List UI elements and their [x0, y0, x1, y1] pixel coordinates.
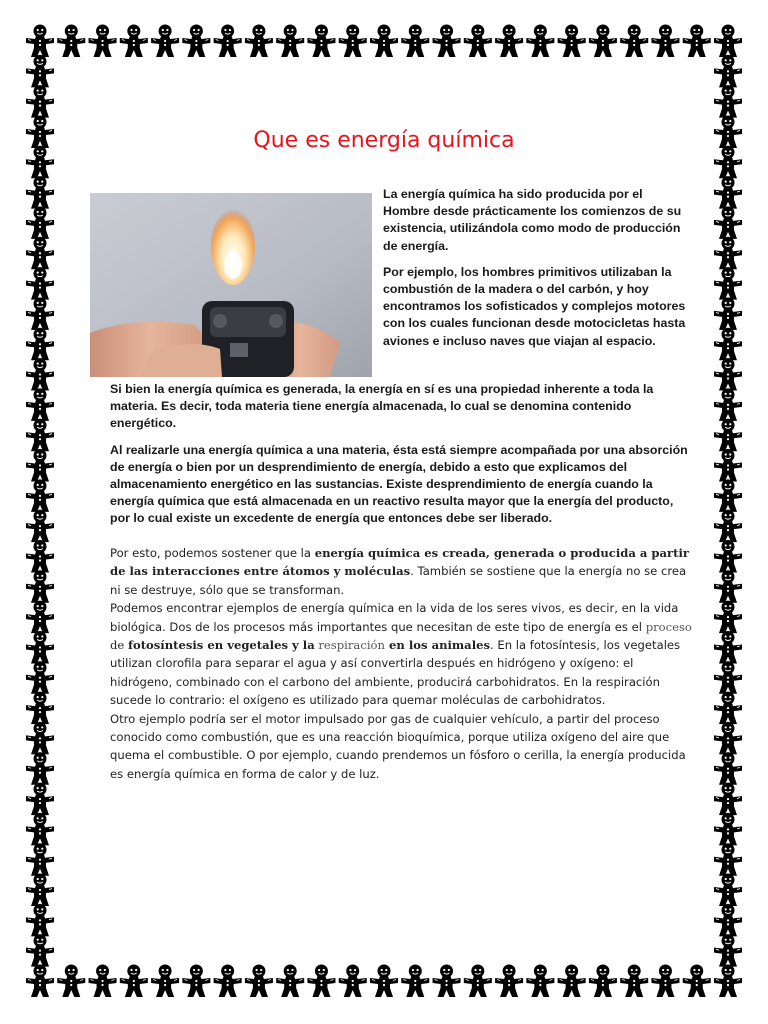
- mid-paragraph-2: Al realizarle una energía química a una materia, ésta está siempre acompañada por una absorción de energía o bien por un desprendimiento de energía, debido a esto que explicamos del almacenamiento energético en las sustancias. Existe desprendimiento de energía cuando la energía química que está almacenada en un reactivo resulta mayor que la energía del producto, por lo cual existe un excedente de energía que entonces debe ser liberado.: [110, 442, 688, 526]
- gingerbread-man-icon: [714, 843, 742, 876]
- gingerbread-man-icon: [714, 934, 742, 967]
- gingerbread-man-icon: [26, 297, 54, 330]
- gingerbread-man-icon: [182, 25, 210, 58]
- gingerbread-man-icon: [57, 25, 85, 58]
- p4-respiracion: respiración: [314, 638, 385, 653]
- page-title: Que es energía química: [253, 128, 515, 153]
- gingerbread-man-icon: [714, 297, 742, 330]
- gingerbread-man-icon: [26, 176, 54, 209]
- gingerbread-man-icon: [26, 237, 54, 269]
- gingerbread-man-icon: [26, 510, 54, 543]
- gingerbread-man-icon: [714, 267, 742, 300]
- gingerbread-man-icon: [276, 965, 304, 998]
- gingerbread-man-icon: [495, 25, 523, 58]
- gingerbread-man-icon: [57, 965, 85, 998]
- gingerbread-man-icon: [714, 601, 742, 634]
- gingerbread-man-icon: [714, 85, 742, 118]
- gingerbread-man-icon: [714, 358, 742, 391]
- gingerbread-man-icon: [620, 965, 648, 998]
- gingerbread-man-icon: [714, 388, 742, 421]
- gingerbread-man-icon: [683, 965, 711, 998]
- gingerbread-man-icon: [245, 25, 273, 58]
- gingerbread-man-icon: [26, 965, 54, 998]
- gingerbread-man-icon: [26, 904, 54, 937]
- gingerbread-man-icon: [26, 843, 54, 876]
- gingerbread-man-icon: [714, 752, 742, 785]
- gingerbread-man-icon: [26, 328, 54, 361]
- gingerbread-man-icon: [714, 237, 742, 269]
- gingerbread-man-icon: [26, 813, 54, 846]
- gingerbread-man-icon: [26, 540, 54, 573]
- gingerbread-man-icon: [89, 25, 117, 58]
- gingerbread-man-icon: [26, 388, 54, 421]
- gingerbread-man-icon: [26, 570, 54, 603]
- gingerbread-man-icon: [558, 25, 586, 58]
- gingerbread-man-icon: [120, 965, 148, 998]
- gingerbread-man-icon: [339, 965, 367, 998]
- gingerbread-man-icon: [714, 631, 742, 664]
- gingerbread-man-icon: [26, 85, 54, 118]
- gingerbread-man-icon: [714, 661, 742, 694]
- paragraph-5: Otro ejemplo podría ser el motor impulsado por gas de cualquier vehículo, a partir del proceso conocido como combustión, que es una reacción bioquímica, porque utiliza oxígeno del aire que quema el combustible. O por ejemplo, cuando prendemos un fósforo o cerilla, la energía producida es energía química en forma de calor y de luz.: [110, 711, 686, 781]
- gingerbread-man-icon: [26, 267, 54, 300]
- gingerbread-man-icon: [464, 965, 492, 998]
- gingerbread-man-icon: [26, 601, 54, 634]
- gingerbread-man-icon: [26, 631, 54, 664]
- gingerbread-man-icon: [339, 25, 367, 58]
- gingerbread-man-icon: [307, 25, 335, 58]
- p4-animales: en los animales: [384, 638, 490, 653]
- gingerbread-man-icon: [433, 25, 461, 58]
- gingerbread-man-icon: [714, 206, 742, 239]
- gingerbread-man-icon: [26, 783, 54, 816]
- gingerbread-man-icon: [714, 479, 742, 512]
- gingerbread-man-icon: [214, 965, 242, 998]
- gingerbread-man-icon: [26, 115, 54, 148]
- p4-text-g: . En la fotosíntesis, los vegetales utilizan clorofila para separar el agua y así convertirla después en hidrógeno y oxígeno: el hidrógeno, combinado con el carbono del ambiente, producirá carbohidratos. En la respiración sucede lo contrario: el oxígeno es utilizado para quemar moléculas de carbohidratos.: [110, 638, 681, 708]
- paragraph-3: [110, 544, 695, 599]
- gingerbread-man-icon: [26, 449, 54, 482]
- gingerbread-man-icon: [714, 540, 742, 573]
- mid-paragraph-1: Si bien la energía química es generada, la energía en sí es una propiedad inherente a toda la materia. Es decir, toda materia tiene energía almacenada, lo cual se denomina contenido energético.: [110, 382, 654, 431]
- gingerbread-man-icon: [714, 176, 742, 209]
- gingerbread-man-icon: [714, 55, 742, 88]
- gingerbread-man-icon: [714, 722, 742, 755]
- gingerbread-man-icon: [26, 479, 54, 512]
- lower-text: [110, 544, 695, 783]
- gingerbread-man-icon: [620, 25, 648, 58]
- gingerbread-man-icon: [26, 358, 54, 391]
- gingerbread-man-icon: [89, 965, 117, 998]
- lighter-flame-photo: [90, 193, 372, 377]
- gingerbread-man-icon: [714, 510, 742, 543]
- p3-text-a: Por esto, podemos sostener que la: [110, 546, 315, 560]
- gingerbread-man-icon: [714, 25, 742, 58]
- gingerbread-man-icon: [464, 25, 492, 58]
- gingerbread-man-icon: [714, 449, 742, 482]
- gingerbread-man-icon: [26, 419, 54, 452]
- gingerbread-man-icon: [370, 965, 398, 998]
- gingerbread-man-icon: [307, 965, 335, 998]
- gingerbread-man-icon: [26, 661, 54, 694]
- gingerbread-man-icon: [714, 115, 742, 148]
- gingerbread-man-icon: [26, 692, 54, 725]
- p4-text-a: Podemos encontrar ejemplos de energía química en la vida de los seres vivos, es decir, en la vida biológica. Dos de los procesos más importantes que necesitan de este tipo de energía es el: [110, 601, 679, 634]
- p4-fotosintesis: fotosíntesis en vegetales y la: [127, 638, 315, 653]
- p3-text-c: . También se sostiene que la energía no se crea ni se destruye, sólo que se transforman.: [110, 564, 687, 597]
- gingerbread-man-icon: [714, 904, 742, 937]
- gingerbread-man-icon: [26, 722, 54, 755]
- gingerbread-man-icon: [714, 874, 742, 907]
- gingerbread-man-icon: [683, 25, 711, 58]
- gingerbread-man-icon: [714, 146, 742, 179]
- intro-paragraph-1: La energía química ha sido producida por el Hombre desde prácticamente los comienzos de su existencia, utilizándola como modo de producción de energía.: [383, 187, 682, 253]
- gingerbread-man-icon: [714, 570, 742, 603]
- p4-de: de: [110, 638, 128, 653]
- mid-text: [110, 381, 695, 528]
- gingerbread-man-icon: [120, 25, 148, 58]
- gingerbread-man-icon: [651, 25, 679, 58]
- paragraph-4: [110, 599, 695, 709]
- gingerbread-man-icon: [151, 965, 179, 998]
- gingerbread-man-icon: [651, 965, 679, 998]
- gingerbread-man-icon: [26, 146, 54, 179]
- gingerbread-man-icon: [589, 965, 617, 998]
- gingerbread-man-icon: [370, 25, 398, 58]
- gingerbread-man-icon: [589, 25, 617, 58]
- gingerbread-man-icon: [151, 25, 179, 58]
- p4-proceso: proceso: [645, 619, 692, 634]
- gingerbread-man-icon: [714, 419, 742, 452]
- gingerbread-man-icon: [714, 965, 742, 998]
- gingerbread-man-icon: [714, 783, 742, 816]
- gingerbread-man-icon: [26, 55, 54, 88]
- gingerbread-man-icon: [245, 965, 273, 998]
- gingerbread-man-icon: [714, 328, 742, 361]
- gingerbread-man-icon: [526, 965, 554, 998]
- gingerbread-man-icon: [526, 25, 554, 58]
- gingerbread-man-icon: [26, 874, 54, 907]
- gingerbread-man-icon: [401, 965, 429, 998]
- gingerbread-man-icon: [433, 965, 461, 998]
- intro-text: [383, 186, 691, 350]
- p3-emphasis: energía química es creada, generada o producida a partir de las interacciones entre átomos y moléculas: [110, 546, 690, 579]
- gingerbread-man-icon: [214, 25, 242, 58]
- gingerbread-man-icon: [26, 25, 54, 58]
- gingerbread-man-icon: [714, 692, 742, 725]
- gingerbread-man-icon: [276, 25, 304, 58]
- gingerbread-man-icon: [401, 25, 429, 58]
- gingerbread-man-icon: [182, 965, 210, 998]
- gingerbread-man-icon: [26, 934, 54, 967]
- gingerbread-man-icon: [558, 965, 586, 998]
- gingerbread-man-icon: [26, 206, 54, 239]
- gingerbread-man-icon: [495, 965, 523, 998]
- intro-paragraph-2: Por ejemplo, los hombres primitivos utilizaban la combustión de la madera o del carbón, y hoy encontramos los sofisticados y complejos motores con los cuales funcionan desde motocicletas hasta aviones e incluso naves que viajan al espacio.: [383, 264, 686, 348]
- gingerbread-man-icon: [26, 752, 54, 785]
- gingerbread-man-icon: [714, 813, 742, 846]
